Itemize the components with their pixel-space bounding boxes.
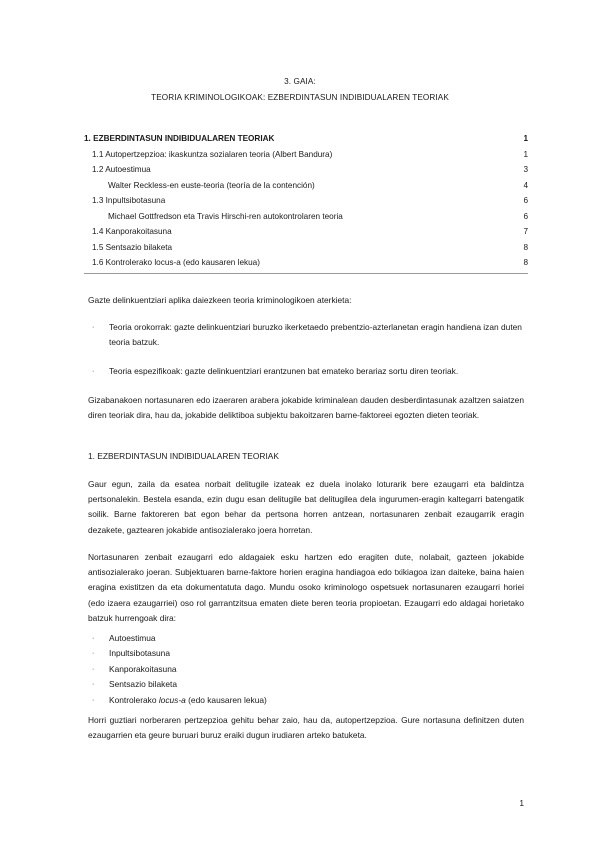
bullet-icon: · (92, 665, 95, 673)
bullet-icon: · (92, 681, 95, 689)
list-item-text: Kanporakoitasuna (109, 663, 177, 674)
bullet-icon: · (92, 696, 95, 704)
list-item (88, 693, 524, 708)
list-item-text: Teoria orokorrak: gazte delinkuentziari buruzko ikerketaedo prebentzio-azterlanetan eragin handiena izan duten teoria batzuk. (109, 322, 522, 348)
toc-entry-label: Walter Reckless-en euste-teoria (teoría de la contención) (108, 180, 315, 190)
toc-entry-page: 4 (523, 180, 528, 190)
list-item-text: Inpultsibotasuna (109, 648, 170, 659)
toc-entry-page: 1 (523, 134, 528, 143)
toc-entry-label: 1.1 Autopertzepzioa: ikaskuntza sozialaren teoria (Albert Bandura) (92, 149, 333, 159)
toc-entry-page: 8 (523, 258, 528, 267)
list-item-text: Teoria espezifikoak: gazte delinkuentziari erantzunen bat emateko berariaz sortu diren teoriak. (109, 365, 459, 376)
paragraph: Horri guztiari norberaren pertzepzioa gehitu behar zaio, hau da, autopertzepzioa. Gure nortasuna definitzen duten ezaugarrien eta geure buruari buruz eraiki dugun irudiaren arteko batuketa. (88, 715, 524, 741)
trait-list (88, 631, 524, 708)
toc-entry[interactable] (84, 147, 528, 163)
list-item (88, 364, 524, 379)
intro-paragraph: Gazte delinkuentziari aplika daiezkeen teoria kriminologikoen aterkieta: (88, 295, 352, 305)
toc-entry-page: 7 (523, 227, 528, 236)
toc-entry-label: 1.4 Kanporakoitasuna (92, 227, 172, 236)
bullet-icon: · (92, 650, 95, 658)
table-of-contents (84, 131, 528, 271)
toc-entry-page: 8 (523, 242, 528, 252)
list-item-text: Sentsazio bilaketa (109, 679, 177, 690)
list-item (88, 677, 524, 692)
toc-entry-label: 1.5 Sentsazio bilaketa (92, 242, 173, 252)
list-item (88, 320, 524, 351)
toc-entry[interactable] (84, 240, 528, 256)
toc-entry[interactable] (84, 131, 528, 147)
toc-entry-label: 1.2 Autoestimua (92, 165, 151, 174)
document-title: TEORIA KRIMINOLOGIKOAK: EZBERDINTASUN INDIBIDUALAREN TEORIAK (151, 93, 449, 102)
paragraph: Gaur egun, zaila da esatea norbait delitugile izateak ez duela inolako loturarik bere ezaugarri eta baldintza pertsonalekin. Bestela esanda, ezin dugu esan delitugile bat delitugilea dela ingurumen-eragin kaltegarri batengatik soilik. Barne faktoreren bat egon behar da pertsona horren antzean, nortasunaren zenbait ezaugarrik eragin dezakete, gaztearen jokabide antisozialerako joera horretan. (88, 479, 524, 535)
section-heading: 1. EZBERDINTASUN INDIBIDUALAREN TEORIAK (88, 451, 279, 461)
toc-entry-label: 1. EZBERDINTASUN INDIBIDUALAREN TEORIAK (84, 134, 275, 143)
intro-bullet-list (88, 320, 524, 379)
toc-entry-label: 1.3 Inpultsibotasuna (92, 196, 166, 205)
page-number: 1 (519, 798, 524, 808)
toc-entry-page: 1 (523, 149, 528, 159)
toc-entry[interactable] (84, 209, 528, 225)
paragraph: Nortasunaren zenbait ezaugarri edo aldagaiek esku hartzen edo eragiten dute, nolabait, gazteen jokabide antisozialerako joeran. Subjektuaren barne-faktore horien eragina handiagoa edo txikiagoa izan daiteke, baina haien eragina existitzen da eta dokumentatuta dago. Mundu osoko kriminologo ospetsuek nortasunaren ezaugarri horiei (edo izaera ezaugarriei) oso rol garrantzitsua ematen diete beren teoria propioetan. Ezaugarri edo aldagai horietako batzuk hurrengoak dira: (88, 552, 524, 623)
list-item-text-suffix: (edo kausaren lekua) (185, 694, 267, 705)
list-item (88, 662, 524, 677)
toc-entry-page: 6 (523, 196, 528, 205)
list-item (88, 646, 524, 661)
bullet-icon: · (92, 635, 95, 642)
toc-entry-page: 6 (523, 211, 528, 221)
toc-divider (84, 273, 528, 274)
toc-entry-page: 3 (523, 165, 528, 174)
bullet-icon: · (92, 367, 95, 375)
paragraph: Gizabanakoen nortasunaren edo izaeraren arabera jokabide kriminalean dauden desberdintasunak azaltzen saiatzen diren teoriak dira, hau da, jokabide deliktiboa subjektu bakoitzaren barne-faktoreei egozten dieten teoriak. (88, 395, 524, 421)
bullet-icon: · (92, 324, 95, 331)
list-item (88, 631, 524, 646)
toc-entry[interactable] (84, 162, 528, 178)
list-item-text: Kontrolerako (109, 694, 159, 705)
list-item-text: Autoestimua (109, 633, 156, 643)
toc-entry[interactable] (84, 224, 528, 240)
toc-entry[interactable] (84, 178, 528, 194)
toc-entry-label: Michael Gottfredson eta Travis Hirschi-ren autokontrolaren teoria (108, 211, 343, 221)
toc-entry[interactable] (84, 255, 528, 271)
list-item-emphasis: locus-a (158, 694, 186, 705)
toc-entry-label: 1.6 Kontrolerako locus-a (edo kausaren lekua) (92, 258, 260, 267)
chapter-label: 3. GAIA: (284, 77, 316, 86)
toc-entry[interactable] (84, 193, 528, 209)
